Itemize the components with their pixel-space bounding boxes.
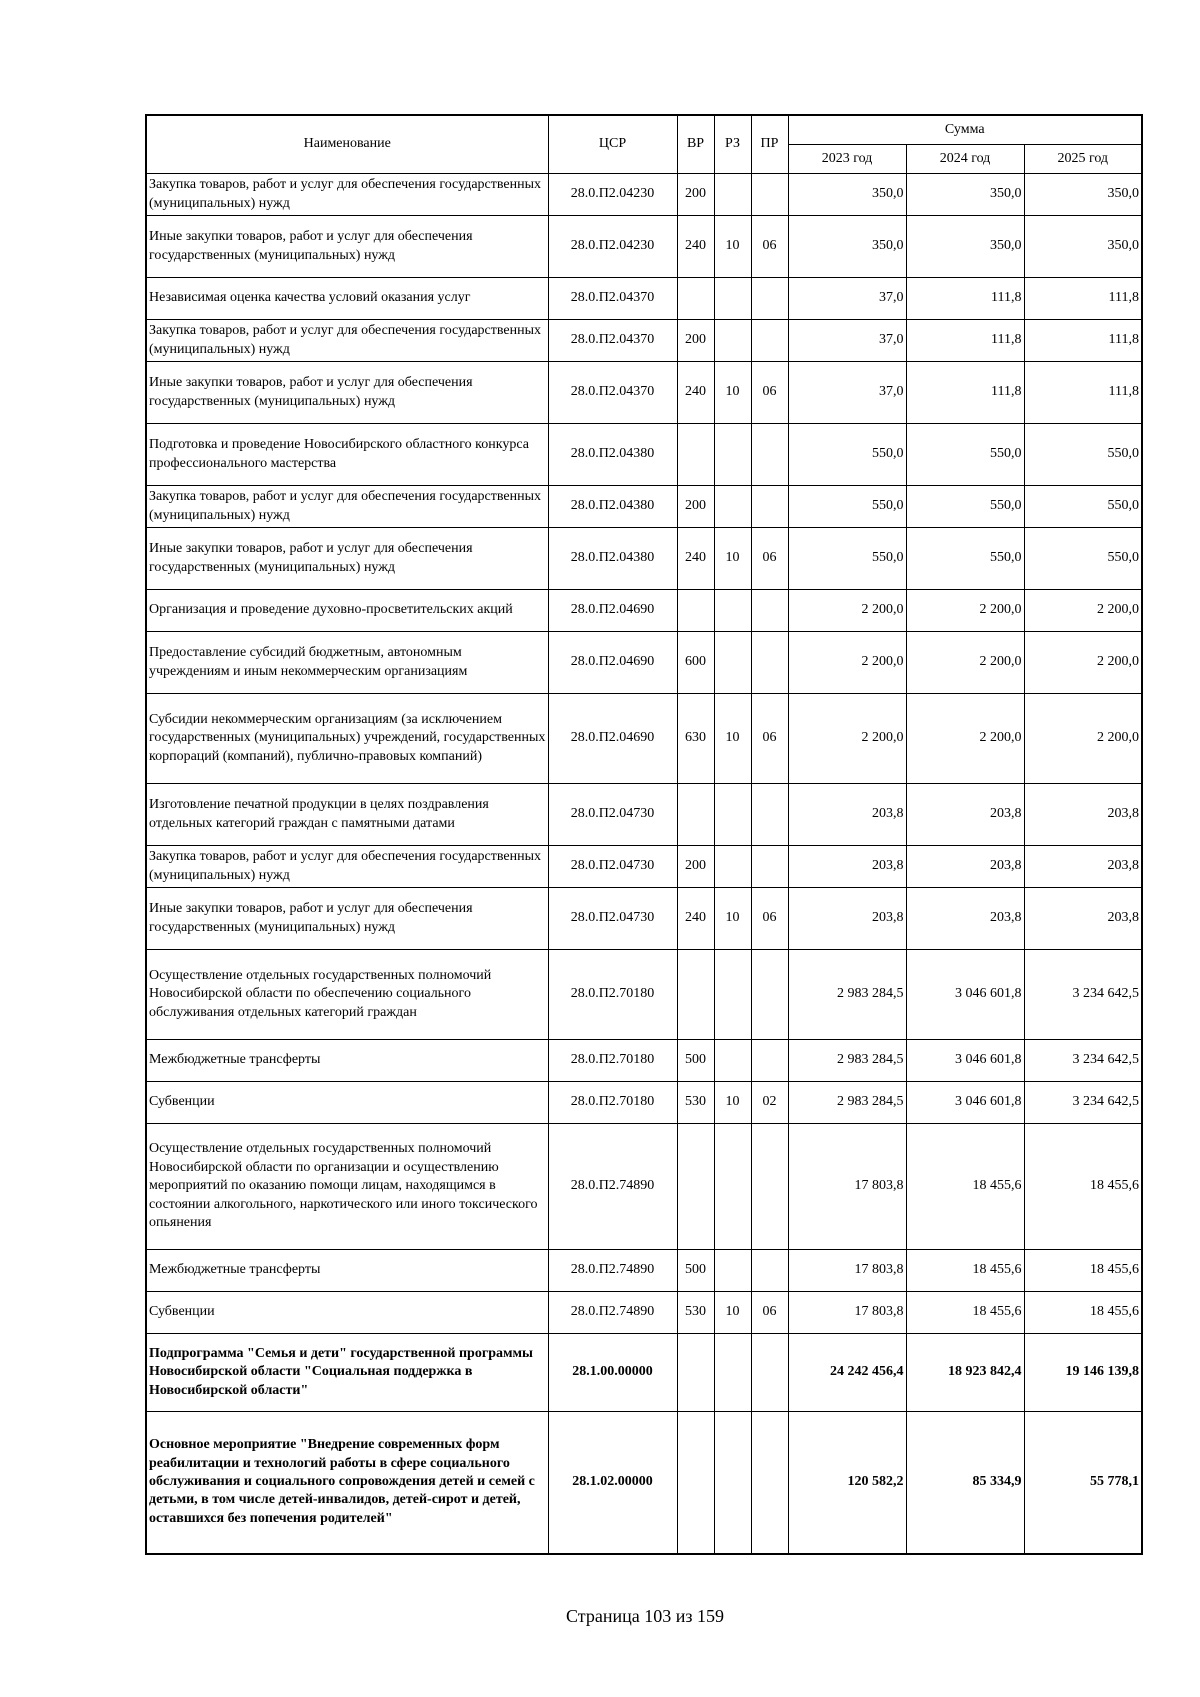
cell-name: Иные закупки товаров, работ и услуг для обеспечения государственных (муниципальных) нужд (146, 888, 548, 950)
cell-csr: 28.0.П2.04730 (548, 888, 677, 950)
cell-pr: 06 (751, 528, 788, 590)
cell-csr: 28.0.П2.04730 (548, 784, 677, 846)
table-row (146, 1292, 1142, 1334)
table-row (146, 1124, 1142, 1250)
cell-rz: 10 (714, 1082, 751, 1124)
cell-y2025: 3 234 642,5 (1024, 950, 1142, 1040)
cell-y2023: 120 582,2 (788, 1412, 906, 1554)
cell-vr (677, 1124, 714, 1250)
cell-y2024: 111,8 (906, 278, 1024, 320)
cell-vr: 240 (677, 362, 714, 424)
cell-csr: 28.0.П2.04380 (548, 486, 677, 528)
cell-pr: 06 (751, 1292, 788, 1334)
cell-y2025: 18 455,6 (1024, 1124, 1142, 1250)
cell-name: Подготовка и проведение Новосибирского областного конкурса профессионального мастерства (146, 424, 548, 486)
cell-y2024: 2 200,0 (906, 590, 1024, 632)
table-row (146, 950, 1142, 1040)
cell-y2024: 203,8 (906, 784, 1024, 846)
cell-pr (751, 1040, 788, 1082)
cell-pr (751, 590, 788, 632)
cell-pr (751, 784, 788, 846)
cell-pr: 02 (751, 1082, 788, 1124)
cell-y2025: 18 455,6 (1024, 1292, 1142, 1334)
cell-y2024: 3 046 601,8 (906, 1082, 1024, 1124)
cell-y2024: 550,0 (906, 528, 1024, 590)
cell-y2023: 2 983 284,5 (788, 1082, 906, 1124)
cell-csr: 28.0.П2.04370 (548, 278, 677, 320)
table-row (146, 1412, 1142, 1554)
cell-y2024: 550,0 (906, 486, 1024, 528)
cell-name: Основное мероприятие "Внедрение современных форм реабилитации и технологий работы в сфере социального обслуживания и социального сопровождения детей и семей с детьми, в том числе детей-инвалидов, детей-сирот и детей, оставшихся без попечения родителей" (146, 1412, 548, 1554)
cell-y2023: 37,0 (788, 362, 906, 424)
cell-pr: 06 (751, 216, 788, 278)
cell-y2024: 85 334,9 (906, 1412, 1024, 1554)
cell-vr: 200 (677, 846, 714, 888)
cell-y2024: 2 200,0 (906, 694, 1024, 784)
table-row (146, 1250, 1142, 1292)
cell-y2023: 203,8 (788, 888, 906, 950)
table-row (146, 694, 1142, 784)
cell-name: Подпрограмма "Семья и дети" государственной программы Новосибирской области "Социальная поддержка в Новосибирской области" (146, 1334, 548, 1412)
cell-pr: 06 (751, 888, 788, 950)
cell-name: Осуществление отдельных государственных полномочий Новосибирской области по организации и осуществлению мероприятий по оказанию помощи лицам, находящимся в состоянии алкогольного, наркотического или иного токсического опьянения (146, 1124, 548, 1250)
cell-vr: 240 (677, 888, 714, 950)
table-row (146, 1082, 1142, 1124)
cell-y2023: 2 983 284,5 (788, 1040, 906, 1082)
cell-vr: 630 (677, 694, 714, 784)
cell-csr: 28.0.П2.04230 (548, 216, 677, 278)
cell-y2024: 350,0 (906, 216, 1024, 278)
cell-vr: 200 (677, 320, 714, 362)
header-rz: РЗ (714, 115, 751, 174)
cell-y2025: 111,8 (1024, 278, 1142, 320)
cell-y2023: 2 200,0 (788, 632, 906, 694)
cell-y2025: 55 778,1 (1024, 1412, 1142, 1554)
table-row (146, 1334, 1142, 1412)
cell-y2024: 18 455,6 (906, 1292, 1024, 1334)
table-row (146, 528, 1142, 590)
table-row (146, 784, 1142, 846)
table-row (146, 362, 1142, 424)
cell-vr (677, 278, 714, 320)
header-year-2024: 2024 год (906, 145, 1024, 174)
cell-rz (714, 174, 751, 216)
cell-csr: 28.0.П2.70180 (548, 950, 677, 1040)
table-row (146, 216, 1142, 278)
cell-pr: 06 (751, 694, 788, 784)
cell-rz (714, 278, 751, 320)
cell-name: Межбюджетные трансферты (146, 1040, 548, 1082)
cell-name: Иные закупки товаров, работ и услуг для обеспечения государственных (муниципальных) нужд (146, 216, 548, 278)
cell-vr (677, 424, 714, 486)
cell-csr: 28.1.00.00000 (548, 1334, 677, 1412)
cell-y2025: 203,8 (1024, 784, 1142, 846)
cell-pr (751, 278, 788, 320)
cell-y2024: 111,8 (906, 320, 1024, 362)
cell-vr (677, 950, 714, 1040)
cell-name: Закупка товаров, работ и услуг для обеспечения государственных (муниципальных) нужд (146, 486, 548, 528)
cell-rz (714, 632, 751, 694)
cell-vr: 200 (677, 174, 714, 216)
header-pr: ПР (751, 115, 788, 174)
cell-rz: 10 (714, 694, 751, 784)
cell-name: Субсидии некоммерческим организациям (за исключением государственных (муниципальных) учреждений, государственных корпораций (компаний), публично-правовых компаний) (146, 694, 548, 784)
cell-rz (714, 846, 751, 888)
cell-csr: 28.0.П2.74890 (548, 1124, 677, 1250)
cell-y2023: 24 242 456,4 (788, 1334, 906, 1412)
header-vr: ВР (677, 115, 714, 174)
cell-name: Субвенции (146, 1292, 548, 1334)
table-row (146, 590, 1142, 632)
cell-y2023: 550,0 (788, 528, 906, 590)
cell-y2025: 550,0 (1024, 424, 1142, 486)
cell-y2025: 550,0 (1024, 486, 1142, 528)
header-csr: ЦСР (548, 115, 677, 174)
cell-y2024: 3 046 601,8 (906, 1040, 1024, 1082)
header-year-2023: 2023 год (788, 145, 906, 174)
cell-pr (751, 320, 788, 362)
cell-rz (714, 486, 751, 528)
cell-name: Изготовление печатной продукции в целях поздравления отдельных категорий граждан с памятными датами (146, 784, 548, 846)
table-row (146, 174, 1142, 216)
cell-name: Независимая оценка качества условий оказания услуг (146, 278, 548, 320)
cell-y2025: 550,0 (1024, 528, 1142, 590)
cell-name: Закупка товаров, работ и услуг для обеспечения государственных (муниципальных) нужд (146, 846, 548, 888)
cell-pr (751, 632, 788, 694)
cell-y2023: 2 983 284,5 (788, 950, 906, 1040)
cell-y2024: 2 200,0 (906, 632, 1024, 694)
cell-vr (677, 590, 714, 632)
page-number: Страница 103 из 159 (566, 1606, 724, 1626)
cell-csr: 28.0.П2.74890 (548, 1250, 677, 1292)
cell-rz: 10 (714, 362, 751, 424)
cell-vr: 600 (677, 632, 714, 694)
cell-csr: 28.0.П2.04690 (548, 632, 677, 694)
header-sum: Сумма (788, 115, 1142, 145)
cell-csr: 28.1.02.00000 (548, 1412, 677, 1554)
cell-y2024: 18 455,6 (906, 1250, 1024, 1292)
cell-pr (751, 950, 788, 1040)
cell-y2024: 203,8 (906, 846, 1024, 888)
table-row (146, 320, 1142, 362)
cell-y2023: 17 803,8 (788, 1124, 906, 1250)
table-row (146, 632, 1142, 694)
cell-vr (677, 784, 714, 846)
cell-y2025: 2 200,0 (1024, 694, 1142, 784)
cell-pr (751, 846, 788, 888)
cell-y2025: 3 234 642,5 (1024, 1040, 1142, 1082)
cell-vr: 530 (677, 1082, 714, 1124)
cell-rz (714, 950, 751, 1040)
cell-csr: 28.0.П2.04230 (548, 174, 677, 216)
cell-rz (714, 1124, 751, 1250)
cell-name: Иные закупки товаров, работ и услуг для обеспечения государственных (муниципальных) нужд (146, 362, 548, 424)
cell-vr (677, 1334, 714, 1412)
cell-y2025: 2 200,0 (1024, 632, 1142, 694)
cell-csr: 28.0.П2.04380 (548, 528, 677, 590)
cell-pr (751, 486, 788, 528)
cell-name: Осуществление отдельных государственных полномочий Новосибирской области по обеспечению социального обслуживания отдельных категорий граждан (146, 950, 548, 1040)
cell-csr: 28.0.П2.04380 (548, 424, 677, 486)
table-row (146, 846, 1142, 888)
cell-rz (714, 784, 751, 846)
cell-y2023: 550,0 (788, 424, 906, 486)
table-row (146, 1040, 1142, 1082)
cell-rz (714, 1412, 751, 1554)
cell-rz: 10 (714, 1292, 751, 1334)
cell-csr: 28.0.П2.04370 (548, 320, 677, 362)
cell-pr (751, 1250, 788, 1292)
cell-name: Иные закупки товаров, работ и услуг для обеспечения государственных (муниципальных) нужд (146, 528, 548, 590)
cell-y2025: 111,8 (1024, 320, 1142, 362)
cell-pr (751, 1124, 788, 1250)
cell-csr: 28.0.П2.70180 (548, 1040, 677, 1082)
cell-y2024: 18 923 842,4 (906, 1334, 1024, 1412)
cell-y2025: 2 200,0 (1024, 590, 1142, 632)
cell-y2024: 18 455,6 (906, 1124, 1024, 1250)
cell-name: Закупка товаров, работ и услуг для обеспечения государственных (муниципальных) нужд (146, 174, 548, 216)
cell-y2025: 3 234 642,5 (1024, 1082, 1142, 1124)
cell-name: Закупка товаров, работ и услуг для обеспечения государственных (муниципальных) нужд (146, 320, 548, 362)
cell-vr (677, 1412, 714, 1554)
cell-y2024: 3 046 601,8 (906, 950, 1024, 1040)
cell-y2023: 37,0 (788, 278, 906, 320)
cell-y2023: 37,0 (788, 320, 906, 362)
cell-name: Субвенции (146, 1082, 548, 1124)
cell-csr: 28.0.П2.04690 (548, 590, 677, 632)
table-row (146, 278, 1142, 320)
cell-csr: 28.0.П2.04370 (548, 362, 677, 424)
cell-rz: 10 (714, 216, 751, 278)
cell-y2023: 2 200,0 (788, 694, 906, 784)
cell-rz (714, 1040, 751, 1082)
cell-name: Организация и проведение духовно-просветительских акций (146, 590, 548, 632)
cell-y2025: 203,8 (1024, 846, 1142, 888)
cell-pr: 06 (751, 362, 788, 424)
budget-table (145, 114, 1143, 1555)
cell-vr: 240 (677, 528, 714, 590)
header-name: Наименование (146, 115, 548, 174)
cell-name: Предоставление субсидий бюджетным, автономным учреждениям и иным некоммерческим организациям (146, 632, 548, 694)
cell-y2024: 203,8 (906, 888, 1024, 950)
cell-y2025: 111,8 (1024, 362, 1142, 424)
cell-pr (751, 424, 788, 486)
cell-vr: 240 (677, 216, 714, 278)
cell-rz: 10 (714, 528, 751, 590)
cell-rz (714, 320, 751, 362)
cell-pr (751, 1412, 788, 1554)
cell-csr: 28.0.П2.04730 (548, 846, 677, 888)
cell-y2023: 350,0 (788, 174, 906, 216)
cell-y2023: 550,0 (788, 486, 906, 528)
header-year-2025: 2025 год (1024, 145, 1142, 174)
cell-vr: 500 (677, 1250, 714, 1292)
cell-vr: 530 (677, 1292, 714, 1334)
cell-pr (751, 174, 788, 216)
cell-vr: 200 (677, 486, 714, 528)
cell-rz (714, 1250, 751, 1292)
cell-y2025: 18 455,6 (1024, 1250, 1142, 1292)
cell-csr: 28.0.П2.74890 (548, 1292, 677, 1334)
cell-rz (714, 424, 751, 486)
cell-y2025: 19 146 139,8 (1024, 1334, 1142, 1412)
cell-y2025: 350,0 (1024, 174, 1142, 216)
cell-csr: 28.0.П2.70180 (548, 1082, 677, 1124)
cell-pr (751, 1334, 788, 1412)
cell-y2023: 203,8 (788, 846, 906, 888)
cell-y2023: 203,8 (788, 784, 906, 846)
table-row (146, 424, 1142, 486)
table-row (146, 486, 1142, 528)
cell-y2025: 203,8 (1024, 888, 1142, 950)
cell-rz: 10 (714, 888, 751, 950)
cell-y2024: 550,0 (906, 424, 1024, 486)
table-row (146, 888, 1142, 950)
cell-vr: 500 (677, 1040, 714, 1082)
cell-csr: 28.0.П2.04690 (548, 694, 677, 784)
cell-y2025: 350,0 (1024, 216, 1142, 278)
cell-y2023: 2 200,0 (788, 590, 906, 632)
cell-y2024: 111,8 (906, 362, 1024, 424)
cell-name: Межбюджетные трансферты (146, 1250, 548, 1292)
table-body (146, 174, 1142, 1554)
cell-y2023: 350,0 (788, 216, 906, 278)
cell-y2023: 17 803,8 (788, 1250, 906, 1292)
cell-y2024: 350,0 (906, 174, 1024, 216)
cell-y2023: 17 803,8 (788, 1292, 906, 1334)
cell-rz (714, 1334, 751, 1412)
cell-rz (714, 590, 751, 632)
